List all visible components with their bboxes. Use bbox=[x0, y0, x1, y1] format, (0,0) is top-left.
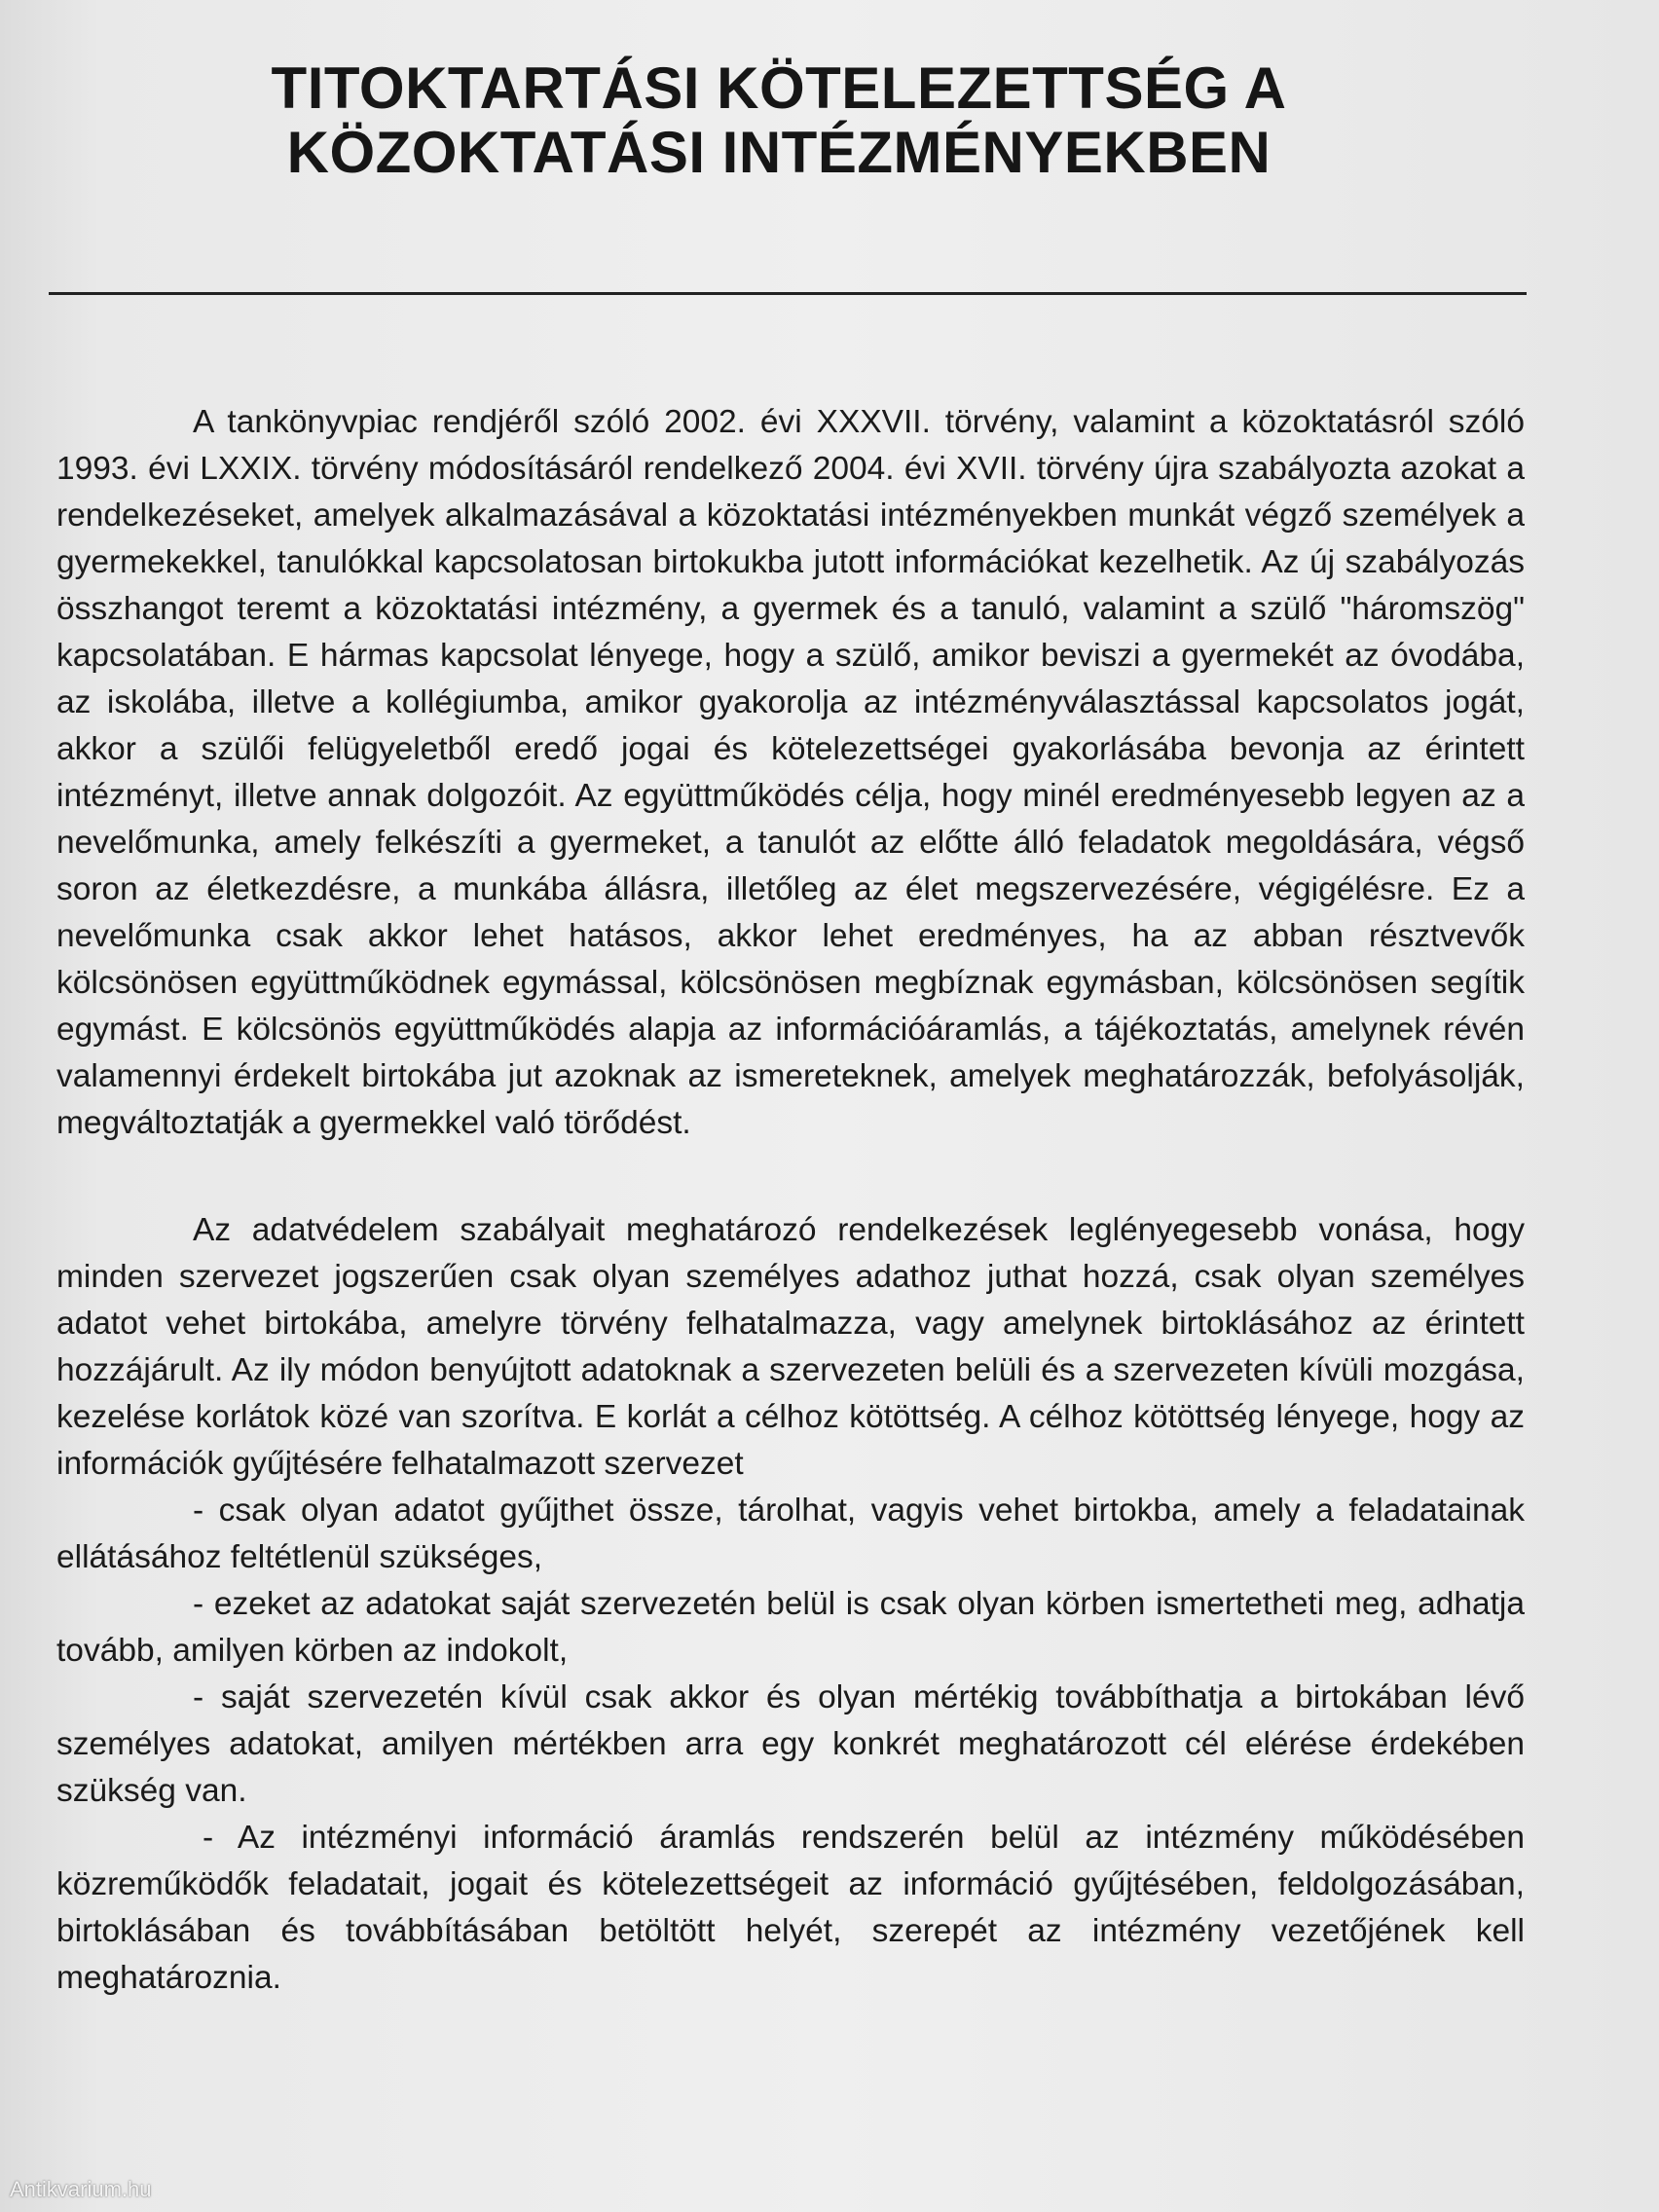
watermark-text: Antikvarium.hu bbox=[10, 2177, 152, 2201]
title-line-2: KÖZOKTATÁSI INTÉZMÉNYEKBEN bbox=[286, 120, 1272, 185]
paragraph-gap bbox=[56, 1147, 1525, 1207]
list-item-1: - csak olyan adatot gyűjthet össze, tárolhat, vagyis vehet birtokba, amely a feladatainak ellátásához feltétlenül szükséges, bbox=[56, 1493, 1525, 1575]
body-text bbox=[56, 399, 1525, 2002]
paragraph-1: A tankönyvpiac rendjéről szóló 2002. évi XXXVII. törvény, valamint a közoktatásról szóló 1993. évi LXXIX. törvény módosításáról rendelkező 2004. évi XVII. törvény újra szabályozta azokat a rendelkezéseket, amelyek alkalmazásával a közoktatási intézményekben munkát végző személyek a gyermekekkel, tanulókkal kapcsolatosan birtokukba jutott információkat kezelhetik. Az új szabályozás összhangot teremt a közoktatási intézmény, a gyermek és a tanuló, valamint a szülő "háromszög" kapcsolatában. E hármas kapcsolat lényege, hogy a szülő, amikor beviszi a gyermekét az óvodába, az iskolába, illetve a kollégiumba, amikor gyakorolja az intézményválasztással kapcsolatos jogát, akkor a szülői felügyeletből eredő jogai és kötelezettségei gyakorlásába bevonja az érintett intézményt, illetve annak dolgozóit. Az együttműködés célja, hogy minél eredményesebb legyen az a nevelőmunka, amely felkészíti a gyermeket, a tanulót az előtte álló feladatok megoldására, végső soron az életkezdésre, a munkába állásra, illetőleg az élet megszervezésére, végigélésre. Ez a nevelőmunka csak akkor lehet hatásos, akkor lehet eredményes, ha az abban résztvevők kölcsönösen együttműködnek egymással, kölcsönösen megbíznak egymásban, kölcsönösen segítik egymást. E kölcsönös együttműködés alapja az információáramlás, a tájékoztatás, amelynek révén valamennyi érdekelt birtokába jut azoknak az ismereteknek, amelyek meghatározzák, befolyásolják, megváltoztatják a gyermekkel való törődést. bbox=[56, 404, 1525, 1141]
title-line-1: TITOKTARTÁSI KÖTELEZETTSÉG A bbox=[271, 55, 1287, 121]
title-divider bbox=[49, 292, 1527, 295]
list-item-2: - ezeket az adatokat saját szervezetén belül is csak olyan körben ismertetheti meg, adhatja tovább, amilyen körben az indokolt, bbox=[56, 1586, 1525, 1669]
list-item-3: - saját szervezetén kívül csak akkor és olyan mértékig továbbíthatja a birtokában lévő személyes adatokat, amilyen mértékben arra egy konkrét meghatározott cél elérése érdekében szükség van. bbox=[56, 1679, 1525, 1809]
page-title bbox=[146, 56, 1412, 185]
paragraph-2: Az adatvédelem szabályait meghatározó rendelkezések leglényegesebb vonása, hogy minden szervezet jogszerűen csak olyan személyes adathoz juthat hozzá, csak olyan személyes adatot vehet birtokába, amelyre törvény felhatalmazza, vagy amelynek birtoklásához az érintett hozzájárult. Az ily módon benyújtott adatoknak a szervezeten belüli és a szervezeten kívüli mozgása, kezelése korlátok közé van szorítva. E korlát a célhoz kötöttség. A célhoz kötöttség lényege, hogy az információk gyűjtésére felhatalmazott szervezet bbox=[56, 1212, 1525, 1482]
paragraph-3: - Az intézményi információ áramlás rendszerén belül az intézmény működésében közreműködők feladatait, jogait és kötelezettségeit az információ gyűjtésében, feldolgozásában, birtoklásában és továbbításában betöltött helyét, szerepét az intézmény vezetőjének kell meghatároznia. bbox=[56, 1820, 1525, 1996]
